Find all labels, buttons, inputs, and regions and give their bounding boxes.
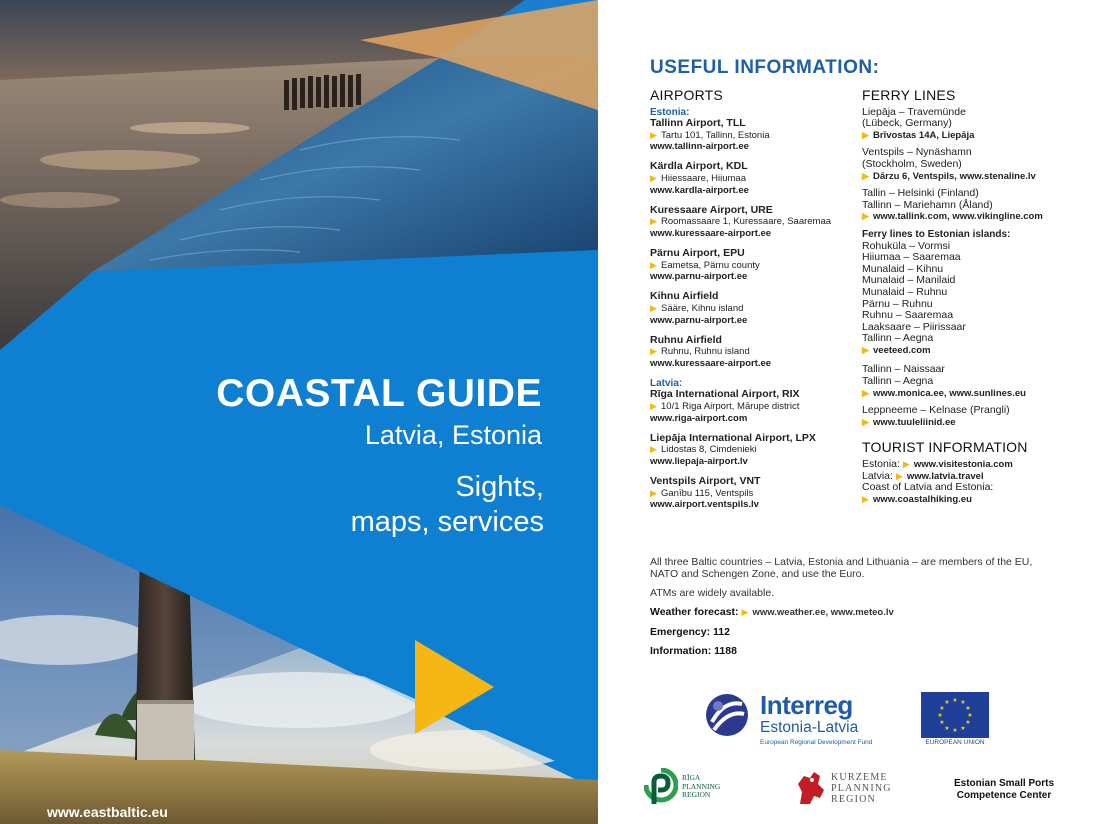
ferry-route: (Stockholm, Sweden) bbox=[862, 157, 962, 170]
airport-website-link[interactable]: www.kuressaare-airport.ee bbox=[650, 227, 772, 239]
arrow-icon: ▶ bbox=[650, 259, 657, 270]
arrow-icon: ▶ bbox=[741, 607, 749, 617]
svg-text:★: ★ bbox=[960, 699, 966, 706]
svg-text:★: ★ bbox=[967, 712, 973, 719]
ferry-route: Tallin – Helsinki (Finland) bbox=[862, 187, 979, 200]
arrow-icon: ▶ bbox=[650, 216, 657, 227]
arrow-icon: ▶ bbox=[650, 401, 657, 412]
airport-website-link[interactable]: www.airport.ventspils.lv bbox=[650, 499, 759, 511]
ferry-route: Tallinn – Mariehamn (Åland) bbox=[862, 198, 993, 211]
svg-text:★: ★ bbox=[960, 725, 966, 732]
island-route: Munalaid – Ruhnu bbox=[862, 285, 948, 298]
info-page bbox=[598, 0, 1109, 824]
airport-website-link[interactable]: www.tallinn-airport.ee bbox=[650, 141, 749, 153]
airport-address: ▶ Lidostas 8, Cimdenieki bbox=[650, 444, 757, 456]
arrow-icon: ▶ bbox=[862, 344, 869, 355]
tourist-info-coast-link bbox=[862, 494, 1092, 506]
airport-name: Ruhnu Airfield bbox=[650, 333, 722, 346]
kurzeme-planning-logo bbox=[794, 768, 914, 810]
emergency-number: Emergency: 112 bbox=[650, 626, 730, 638]
airport-name: Pärnu Airport, EPU bbox=[650, 247, 745, 260]
airport-website-link[interactable]: www.kardla-airport.ee bbox=[650, 184, 749, 196]
ferry-route: Liepāja – Travemünde bbox=[862, 105, 966, 118]
island-route: Tallinn – Aegna bbox=[862, 332, 934, 345]
airport-website-link[interactable]: www.liepaja-airport.lv bbox=[650, 455, 748, 467]
riga-planning-logo bbox=[644, 768, 744, 808]
tourist-info-coast: Coast of Latvia and Estonia: bbox=[862, 481, 994, 494]
tourist-link[interactable]: www.latvia.travel bbox=[906, 470, 984, 482]
ferry-line bbox=[862, 147, 1092, 182]
arrow-icon: ▶ bbox=[862, 129, 869, 140]
airport-website-link[interactable]: www.parnu-airport.ee bbox=[650, 314, 748, 326]
arrow-icon: ▶ bbox=[650, 173, 657, 184]
interreg-emblem-icon bbox=[704, 692, 750, 738]
kurzeme-lion-icon bbox=[794, 768, 828, 808]
arrow-icon: ▶ bbox=[862, 493, 869, 504]
kurzeme-text: KURZEME PLANNING REGION bbox=[831, 772, 892, 805]
tourist-info-latvia: Latvia: ▶ www.latvia.travel bbox=[862, 469, 984, 482]
cover-tagline bbox=[351, 470, 544, 540]
airport-address: ▶ Tartu 101, Tallinn, Estonia bbox=[650, 129, 770, 141]
arrow-icon: ▶ bbox=[650, 302, 657, 313]
island-ferry-heading: Ferry lines to Estonian islands: bbox=[862, 228, 1011, 240]
svg-text:★: ★ bbox=[965, 705, 971, 712]
riga-text: RĪGA PLANNING REGION bbox=[682, 773, 721, 799]
airport-entry bbox=[650, 291, 850, 326]
interreg-fund: European Regional Development Fund bbox=[760, 739, 873, 746]
airport-address: ▶ Ganību 115, Ventspils bbox=[650, 487, 754, 499]
airport-name: Tallinn Airport, TLL bbox=[650, 117, 746, 130]
airport-name: Rīga International Airport, RIX bbox=[650, 388, 800, 401]
island-route: Rohuküla – Vormsi bbox=[862, 239, 951, 252]
svg-text:★: ★ bbox=[944, 725, 950, 732]
weather-link[interactable]: www.weather.ee, www.meteo.lv bbox=[752, 607, 894, 618]
arrow-icon: ▶ bbox=[862, 387, 869, 398]
airport-name: Liepāja International Airport, LPX bbox=[650, 431, 816, 444]
arrow-icon: ▶ bbox=[862, 170, 869, 181]
airport-address: ▶ Eametsa, Pärnu county bbox=[650, 259, 760, 271]
airport-entry bbox=[650, 248, 850, 283]
ferry-route: Leppneeme – Kelnase (Prangli) bbox=[862, 404, 1010, 417]
cover-subtitle: Latvia, Estonia bbox=[364, 420, 542, 450]
island-route: Ruhnu – Saaremaa bbox=[862, 309, 954, 322]
arrow-icon: ▶ bbox=[895, 470, 903, 481]
airports-section bbox=[650, 87, 850, 519]
eu-flag-icon bbox=[921, 692, 989, 738]
airport-entry bbox=[650, 205, 850, 240]
airport-address: ▶ Sääre, Kihnu island bbox=[650, 302, 744, 314]
ferry-route: Tallinn – Aegna bbox=[862, 375, 934, 388]
ferry-info[interactable]: ▶ veeteed.com bbox=[862, 344, 931, 356]
arrow-icon: ▶ bbox=[862, 416, 869, 427]
tourist-info-estonia: Estonia: ▶ www.visitestonia.com bbox=[862, 458, 1013, 471]
interreg-logo bbox=[704, 690, 884, 750]
arrow-icon: ▶ bbox=[902, 459, 910, 470]
airport-name: Kärdla Airport, KDL bbox=[650, 160, 748, 173]
airport-name: Kihnu Airfield bbox=[650, 290, 719, 303]
ferry-info[interactable]: ▶ Dārzu 6, Ventspils, www.stenaline.lv bbox=[862, 170, 1036, 182]
airport-address: ▶ Hiiessaare, Hiiumaa bbox=[650, 173, 747, 185]
arrow-icon: ▶ bbox=[650, 129, 657, 140]
airport-name: Kuressaare Airport, URE bbox=[650, 203, 773, 216]
airport-address: ▶ 10/1 Riga Airport, Mārupe district bbox=[650, 401, 800, 413]
ferry-info[interactable]: ▶ www.tuuleliinid.ee bbox=[862, 416, 956, 428]
arrow-icon: ▶ bbox=[862, 211, 869, 222]
ferry-line bbox=[862, 107, 1092, 142]
latvia-label: Latvia: bbox=[650, 377, 683, 389]
ferry-line bbox=[862, 364, 1092, 399]
ferry-line bbox=[862, 405, 1092, 428]
airport-address: ▶ Ruhnu, Ruhnu island bbox=[650, 346, 750, 358]
arrow-icon: ▶ bbox=[650, 444, 657, 455]
ferry-route: Tallinn – Naissaar bbox=[862, 363, 945, 376]
ferry-info[interactable]: ▶ www.tallink.com, www.vikingline.com bbox=[862, 211, 1043, 223]
airport-entry bbox=[650, 161, 850, 196]
airports-heading: AIRPORTS bbox=[650, 87, 723, 103]
tourist-info-heading: TOURIST INFORMATION bbox=[862, 439, 1028, 456]
island-route: Laaksaare – Piirissaar bbox=[862, 320, 966, 333]
ferry-section bbox=[862, 87, 1092, 505]
airport-website-link[interactable]: www.riga-airport.com bbox=[650, 412, 748, 424]
arrow-icon: ▶ bbox=[650, 346, 657, 357]
airport-entry bbox=[650, 335, 850, 370]
tourist-link[interactable]: www.coastalhiking.eu bbox=[873, 493, 972, 505]
baltic-note: All three Baltic countries – Latvia, Estonia and Lithuania – are members of the EU, NATO and Schengen Zone, and use the Euro. bbox=[650, 556, 1033, 580]
airport-website-link[interactable]: www.kuressaare-airport.ee bbox=[650, 357, 772, 369]
svg-text:★: ★ bbox=[939, 719, 945, 726]
svg-text:★: ★ bbox=[952, 727, 958, 734]
airport-name: Ventspils Airport, VNT bbox=[650, 475, 761, 488]
ferry-info[interactable]: ▶ www.monica.ee, www.sunlines.eu bbox=[862, 387, 1026, 399]
eu-caption: EUROPEAN UNION bbox=[925, 739, 985, 746]
arrow-icon: ▶ bbox=[650, 487, 657, 498]
ferry-info: ▶ Brīvostas 14A, Liepāja bbox=[862, 129, 975, 141]
svg-text:★: ★ bbox=[939, 705, 945, 712]
airport-entry bbox=[650, 389, 850, 424]
atm-note: ATMs are widely available. bbox=[650, 587, 775, 599]
page-title: USEFUL INFORMATION: bbox=[650, 57, 880, 78]
svg-text:★: ★ bbox=[965, 719, 971, 726]
island-ferry-block bbox=[862, 229, 1092, 357]
airport-address: ▶ Roomassaare 1, Kuressaare, Saaremaa bbox=[650, 216, 832, 228]
interreg-word: Interreg bbox=[760, 690, 853, 720]
ferry-heading: FERRY LINES bbox=[862, 87, 956, 103]
interreg-program: Estonia-Latvia bbox=[760, 719, 859, 736]
tagline-line-1: Sights, bbox=[455, 471, 544, 503]
ferry-route: Ventspils – Nynäshamn bbox=[862, 146, 972, 159]
cover-website-link[interactable]: www.eastbaltic.eu bbox=[47, 804, 168, 820]
ports-competence-logo: Estonian Small Ports Competence Center bbox=[953, 778, 1055, 801]
ferry-line bbox=[862, 188, 1092, 223]
general-info bbox=[650, 556, 1050, 664]
island-route: Munalaid – Manilaid bbox=[862, 274, 956, 287]
tagline-line-2: maps, services bbox=[350, 506, 544, 538]
svg-text:★: ★ bbox=[937, 712, 943, 719]
airport-entry bbox=[650, 433, 850, 468]
weather-forecast: Weather forecast: ▶ www.weather.ee, www.meteo.lv bbox=[650, 606, 894, 618]
airport-entry bbox=[650, 476, 850, 511]
ferry-route: (Lübeck, Germany) bbox=[862, 117, 952, 130]
information-number: Information: 1188 bbox=[650, 645, 737, 657]
island-route: Pärnu – Ruhnu bbox=[862, 297, 933, 310]
island-route: Hiiumaa – Saaremaa bbox=[862, 251, 961, 264]
tourist-link[interactable]: www.visitestonia.com bbox=[913, 459, 1013, 471]
svg-text:★: ★ bbox=[952, 697, 958, 704]
airport-entry bbox=[650, 118, 850, 153]
riga-emblem-icon bbox=[644, 768, 678, 806]
svg-text:★: ★ bbox=[944, 699, 950, 706]
eu-logo bbox=[920, 692, 990, 752]
island-route: Munalaid – Kihnu bbox=[862, 262, 944, 275]
cover-title: COASTAL GUIDE bbox=[216, 372, 542, 415]
estonia-label: Estonia: bbox=[650, 106, 690, 118]
airport-website-link[interactable]: www.parnu-airport.ee bbox=[650, 271, 748, 283]
